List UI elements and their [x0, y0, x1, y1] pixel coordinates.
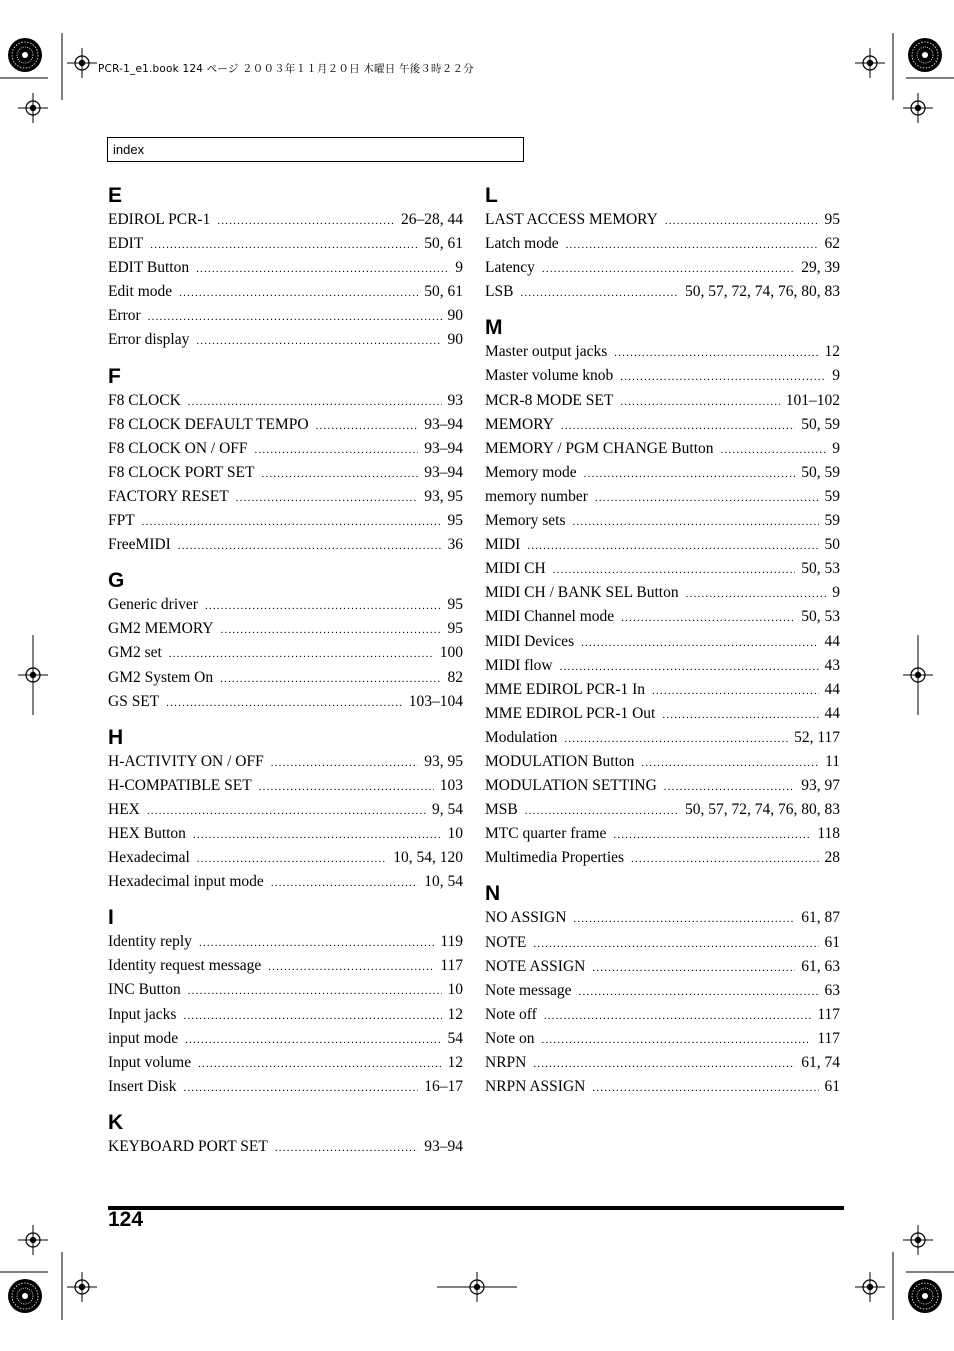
- index-entry: [108, 1003, 463, 1027]
- index-entry: [485, 846, 840, 870]
- dot-leader: [220, 674, 441, 685]
- index-pages: 90: [447, 307, 463, 325]
- index-term: Note message: [485, 981, 572, 999]
- dot-leader: [527, 541, 818, 552]
- index-pages: 93, 95: [424, 487, 463, 505]
- index-entry: [485, 509, 840, 533]
- index-term: Modulation: [485, 728, 558, 746]
- index-term: F8 CLOCK: [108, 391, 181, 409]
- index-pages: 103–104: [408, 692, 463, 710]
- index-pages: 118: [817, 825, 840, 843]
- index-section-k: [108, 1111, 463, 1159]
- dot-leader: [595, 493, 819, 504]
- dot-leader: [573, 517, 819, 528]
- index-pages: 10: [447, 981, 463, 999]
- index-entry: [108, 846, 463, 870]
- dot-leader: [148, 312, 442, 323]
- dot-leader: [592, 963, 795, 974]
- index-pages: 61, 74: [801, 1054, 840, 1071]
- index-term: MSB: [485, 801, 518, 819]
- index-pages: 50: [824, 536, 840, 554]
- index-entry: [108, 256, 463, 280]
- index-term: memory number: [485, 487, 588, 505]
- index-pages: 50, 53: [801, 560, 840, 578]
- dot-leader: [183, 1083, 418, 1094]
- index-pages: 93–94: [424, 463, 463, 481]
- index-term: Note off: [485, 1005, 537, 1023]
- index-entry: [485, 232, 840, 256]
- index-entry: [485, 605, 840, 629]
- index-term: HEX: [108, 800, 140, 818]
- index-term: Hexadecimal input mode: [108, 873, 264, 891]
- index-term: Memory sets: [485, 512, 566, 530]
- index-term: Generic driver: [108, 596, 198, 614]
- index-pages: 61: [824, 1078, 840, 1096]
- index-column-left: [108, 184, 463, 1159]
- index-pages: 100: [439, 644, 463, 662]
- index-entry: [485, 1003, 840, 1027]
- index-term: NRPN: [485, 1054, 527, 1071]
- index-term: INC Button: [108, 981, 181, 999]
- index-entry: [108, 954, 463, 978]
- dot-leader: [179, 288, 418, 299]
- dot-leader: [621, 613, 795, 624]
- dot-leader: [561, 421, 795, 432]
- index-pages: 93–94: [424, 1137, 463, 1155]
- dot-leader: [566, 240, 819, 251]
- footer-rule: [108, 1206, 844, 1210]
- dot-leader: [262, 469, 419, 480]
- index-term: MME EDIROL PCR-1 In: [485, 680, 646, 698]
- index-term: Error: [108, 307, 141, 325]
- dot-leader: [564, 734, 788, 745]
- dot-leader: [196, 264, 449, 275]
- index-term: GS SET: [108, 692, 160, 710]
- index-term: MEMORY: [485, 415, 554, 433]
- index-entry: [108, 666, 463, 690]
- index-pages: 93–94: [424, 415, 463, 433]
- index-pages: 10: [447, 824, 463, 842]
- index-term: EDIT Button: [108, 259, 190, 277]
- index-entry: [485, 557, 840, 581]
- index-pages: 95: [824, 211, 840, 228]
- index-entry: [108, 280, 463, 304]
- index-term: Identity request message: [108, 957, 262, 975]
- dot-leader: [652, 686, 818, 697]
- index-pages: 54: [447, 1029, 463, 1047]
- index-pages: 44: [824, 680, 840, 698]
- dot-leader: [686, 589, 827, 600]
- index-term: Error display: [108, 331, 190, 349]
- index-term: FreeMIDI: [108, 536, 171, 554]
- index-term: Edit mode: [108, 283, 173, 301]
- section-letter: F: [108, 364, 121, 388]
- dot-leader: [533, 1059, 795, 1070]
- index-entry: [485, 822, 840, 846]
- dot-leader: [533, 939, 818, 950]
- index-entry: [108, 978, 463, 1002]
- dot-leader: [525, 806, 679, 817]
- index-pages: 36: [447, 536, 463, 554]
- dot-leader: [185, 1035, 441, 1046]
- section-label: index: [113, 142, 145, 157]
- index-term: F8 CLOCK DEFAULT TEMPO: [108, 415, 309, 433]
- index-entry: [485, 340, 840, 364]
- index-term: Latch mode: [485, 235, 559, 253]
- dot-leader: [592, 1083, 818, 1094]
- index-term: MME EDIROL PCR-1 Out: [485, 704, 656, 722]
- dot-leader: [271, 878, 418, 889]
- index-term: MTC quarter frame: [485, 825, 607, 843]
- dot-leader: [199, 938, 434, 949]
- index-entry: [108, 1051, 463, 1075]
- index-term: F8 CLOCK PORT SET: [108, 463, 255, 481]
- dot-leader: [198, 1059, 441, 1070]
- index-entry: [108, 413, 463, 437]
- index-term: MODULATION Button: [485, 752, 635, 770]
- index-term: MIDI flow: [485, 656, 553, 674]
- index-entry: [485, 389, 840, 413]
- index-entry: [485, 364, 840, 388]
- index-pages: 50, 61: [424, 235, 463, 253]
- index-pages: 93: [447, 391, 463, 409]
- index-section-g: [108, 569, 463, 713]
- dot-leader: [169, 649, 434, 660]
- index-entry: [485, 1027, 840, 1051]
- index-entry: [485, 750, 840, 774]
- section-letter: L: [485, 184, 498, 207]
- dot-leader: [316, 421, 419, 432]
- index-entry: [108, 798, 463, 822]
- index-pages: 9: [455, 259, 463, 277]
- index-pages: 61, 63: [801, 957, 840, 975]
- dot-leader: [150, 240, 418, 251]
- section-letter: E: [108, 184, 123, 207]
- index-entry: [108, 485, 463, 509]
- index-term: NRPN ASSIGN: [485, 1078, 586, 1096]
- dot-leader: [166, 698, 403, 709]
- index-entry: [485, 726, 840, 750]
- dot-leader: [721, 445, 827, 456]
- index-pages: 50, 59: [801, 415, 840, 433]
- index-term: Memory mode: [485, 463, 577, 481]
- section-letter: N: [485, 882, 501, 906]
- index-pages: 59: [824, 512, 840, 530]
- index-pages: 9: [832, 367, 840, 385]
- index-pages: 12: [447, 1053, 463, 1071]
- index-pages: 62: [824, 235, 840, 253]
- index-term: NOTE ASSIGN: [485, 957, 586, 975]
- index-term: Latency: [485, 259, 535, 277]
- index-term: GM2 System On: [108, 668, 214, 686]
- index-term: MIDI CH: [485, 560, 546, 578]
- index-entry: [485, 437, 840, 461]
- index-entry: [108, 930, 463, 954]
- index-entry: [108, 208, 463, 232]
- dot-leader: [188, 986, 442, 997]
- section-letter: M: [485, 316, 503, 340]
- index-entry: [108, 690, 463, 714]
- dot-leader: [221, 625, 442, 636]
- index-pages: 50, 59: [801, 463, 840, 481]
- index-pages: 50, 61: [424, 283, 463, 301]
- index-pages: 101–102: [785, 391, 840, 409]
- index-pages: 95: [447, 620, 463, 638]
- dot-leader: [613, 830, 811, 841]
- dot-leader: [147, 806, 426, 817]
- index-section-i: [108, 906, 463, 1099]
- index-entry: [485, 654, 840, 678]
- index-term: HEX Button: [108, 824, 186, 842]
- dot-leader: [560, 662, 819, 673]
- index-term: Master volume knob: [485, 367, 614, 385]
- dot-leader: [542, 264, 795, 275]
- index-pages: 50, 57, 72, 74, 76, 80, 83: [685, 283, 840, 301]
- dot-leader: [255, 445, 419, 456]
- index-pages: 119: [440, 933, 463, 951]
- index-pages: 50, 53: [801, 608, 840, 626]
- section-label-box: [107, 137, 524, 162]
- index-pages: 26–28, 44: [401, 211, 463, 228]
- index-section-n: [485, 882, 840, 1099]
- dot-leader: [142, 517, 442, 528]
- index-pages: 10, 54: [424, 873, 463, 891]
- index-term: EDIT: [108, 235, 144, 253]
- index-entry: [485, 1075, 840, 1099]
- index-pages: 117: [817, 1029, 840, 1047]
- dot-leader: [183, 1011, 441, 1022]
- dot-leader: [236, 493, 419, 504]
- index-pages: 10, 54, 120: [393, 849, 463, 867]
- section-letter: H: [108, 725, 124, 749]
- index-column-right: [485, 184, 840, 1099]
- index-pages: 103: [439, 776, 463, 794]
- index-pages: 117: [440, 957, 463, 975]
- index-pages: 82: [447, 668, 463, 686]
- dot-leader: [620, 397, 779, 408]
- dot-leader: [520, 288, 679, 299]
- index-term: Input jacks: [108, 1005, 177, 1023]
- index-entry: [108, 509, 463, 533]
- index-section-l: [485, 184, 840, 304]
- dot-leader: [631, 854, 818, 865]
- index-pages: 59: [824, 487, 840, 505]
- section-letter: I: [108, 906, 114, 930]
- index-entry: [108, 593, 463, 617]
- index-entry: [108, 533, 463, 557]
- index-pages: 63: [824, 981, 840, 999]
- dot-leader: [620, 372, 826, 383]
- dot-leader: [268, 962, 434, 973]
- index-entry: [108, 232, 463, 256]
- index-entry: [108, 774, 463, 798]
- index-entry: [485, 774, 840, 798]
- index-entry: [108, 750, 463, 774]
- index-section-f: [108, 365, 463, 558]
- index-entry: [108, 1135, 463, 1159]
- index-pages: 61, 87: [801, 909, 840, 927]
- page-number: 124: [108, 1208, 144, 1231]
- index-pages: 95: [447, 512, 463, 530]
- dot-leader: [259, 782, 434, 793]
- dot-leader: [542, 1035, 812, 1046]
- index-entry: [485, 931, 840, 955]
- section-letter: G: [108, 569, 125, 593]
- index-term: MODULATION SETTING: [485, 777, 657, 795]
- index-entry: [108, 389, 463, 413]
- dot-leader: [275, 1143, 418, 1154]
- index-entry: [485, 413, 840, 437]
- dot-leader: [641, 758, 819, 769]
- index-pages: 117: [817, 1005, 840, 1023]
- index-term: NOTE: [485, 933, 527, 951]
- index-pages: 29, 39: [801, 259, 840, 277]
- index-term: MIDI CH / BANK SEL Button: [485, 584, 679, 602]
- index-term: input mode: [108, 1029, 179, 1047]
- index-entry: [108, 641, 463, 665]
- dot-leader: [544, 1011, 812, 1022]
- index-pages: 28: [824, 849, 840, 867]
- index-entry: [485, 979, 840, 1003]
- index-term: Insert Disk: [108, 1077, 177, 1095]
- print-header: PCR-1_e1.book 124 ページ ２００３年１１月２０日 木曜日 午後３時２２分: [98, 63, 474, 75]
- index-term: Note on: [485, 1029, 535, 1047]
- index-term: H-ACTIVITY ON / OFF: [108, 752, 264, 770]
- index-entry: [485, 533, 840, 557]
- index-pages: 43: [824, 656, 840, 674]
- index-entry: [485, 630, 840, 654]
- index-pages: 93–94: [424, 439, 463, 457]
- index-term: KEYBOARD PORT SET: [108, 1137, 268, 1155]
- index-section-h: [108, 726, 463, 895]
- index-term: Identity reply: [108, 933, 192, 951]
- index-pages: 9: [832, 439, 840, 457]
- index-entry: [108, 617, 463, 641]
- index-entry: [108, 822, 463, 846]
- dot-leader: [205, 601, 442, 612]
- dot-leader: [584, 469, 796, 480]
- dot-leader: [217, 216, 395, 227]
- index-pages: 12: [447, 1005, 463, 1023]
- index-term: Multimedia Properties: [485, 849, 625, 867]
- index-pages: 50, 57, 72, 74, 76, 80, 83: [685, 801, 840, 819]
- index-entry: [108, 437, 463, 461]
- index-entry: [485, 485, 840, 509]
- dot-leader: [188, 397, 442, 408]
- index-entry: [108, 304, 463, 328]
- index-pages: 9, 54: [432, 800, 463, 818]
- index-term: GM2 set: [108, 644, 162, 662]
- index-entry: [485, 702, 840, 726]
- index-term: MEMORY / PGM CHANGE Button: [485, 439, 714, 457]
- index-entry: [108, 328, 463, 352]
- index-pages: 95: [447, 596, 463, 614]
- index-entry: [485, 955, 840, 979]
- index-entry: [108, 870, 463, 894]
- index-entry: [485, 906, 840, 930]
- index-term: LSB: [485, 283, 514, 301]
- index-entry: [108, 1075, 463, 1099]
- index-term: NO ASSIGN: [485, 909, 567, 927]
- index-term: Master output jacks: [485, 343, 608, 361]
- index-entry: [485, 581, 840, 605]
- index-term: Input volume: [108, 1053, 192, 1071]
- index-pages: 12: [824, 343, 840, 361]
- dot-leader: [581, 638, 818, 649]
- index-pages: 44: [824, 704, 840, 722]
- dot-leader: [573, 914, 795, 925]
- index-term: EDIROL PCR-1: [108, 211, 211, 228]
- index-term: MIDI: [485, 536, 521, 554]
- index-term: Hexadecimal: [108, 849, 190, 867]
- index-term: GM2 MEMORY: [108, 620, 214, 638]
- dot-leader: [664, 782, 795, 793]
- index-entry: [485, 208, 840, 232]
- index-term: FACTORY RESET: [108, 487, 229, 505]
- index-term: F8 CLOCK ON / OFF: [108, 439, 248, 457]
- index-entry: [108, 1027, 463, 1051]
- dot-leader: [662, 710, 818, 721]
- index-entry: [108, 461, 463, 485]
- dot-leader: [178, 541, 442, 552]
- index-pages: 11: [825, 752, 840, 770]
- index-pages: 61: [824, 933, 840, 951]
- index-pages: 9: [832, 584, 840, 602]
- index-term: MCR-8 MODE SET: [485, 391, 614, 409]
- index-term: H-COMPATIBLE SET: [108, 776, 252, 794]
- index-term: LAST ACCESS MEMORY: [485, 211, 658, 228]
- index-pages: 93, 95: [424, 752, 463, 770]
- index-entry: [485, 1051, 840, 1075]
- index-entry: [485, 256, 840, 280]
- index-term: MIDI Devices: [485, 632, 575, 650]
- dot-leader: [197, 854, 387, 865]
- dot-leader: [196, 336, 441, 347]
- dot-leader: [579, 987, 819, 998]
- index-pages: 93, 97: [801, 777, 840, 795]
- index-section-m: [485, 316, 840, 870]
- index-entry: [485, 280, 840, 304]
- dot-leader: [553, 565, 796, 576]
- index-entry: [485, 798, 840, 822]
- index-term: FPT: [108, 512, 135, 530]
- index-pages: 52, 117: [794, 728, 840, 746]
- index-entry: [485, 461, 840, 485]
- index-entry: [485, 678, 840, 702]
- index-pages: 90: [447, 331, 463, 349]
- dot-leader: [193, 830, 442, 841]
- dot-leader: [271, 758, 419, 769]
- index-pages: 44: [824, 632, 840, 650]
- index-section-e: [108, 184, 463, 353]
- dot-leader: [665, 216, 819, 227]
- dot-leader: [614, 348, 818, 359]
- section-letter: K: [108, 1110, 124, 1134]
- index-pages: 16–17: [424, 1077, 463, 1095]
- index-term: MIDI Channel mode: [485, 608, 615, 626]
